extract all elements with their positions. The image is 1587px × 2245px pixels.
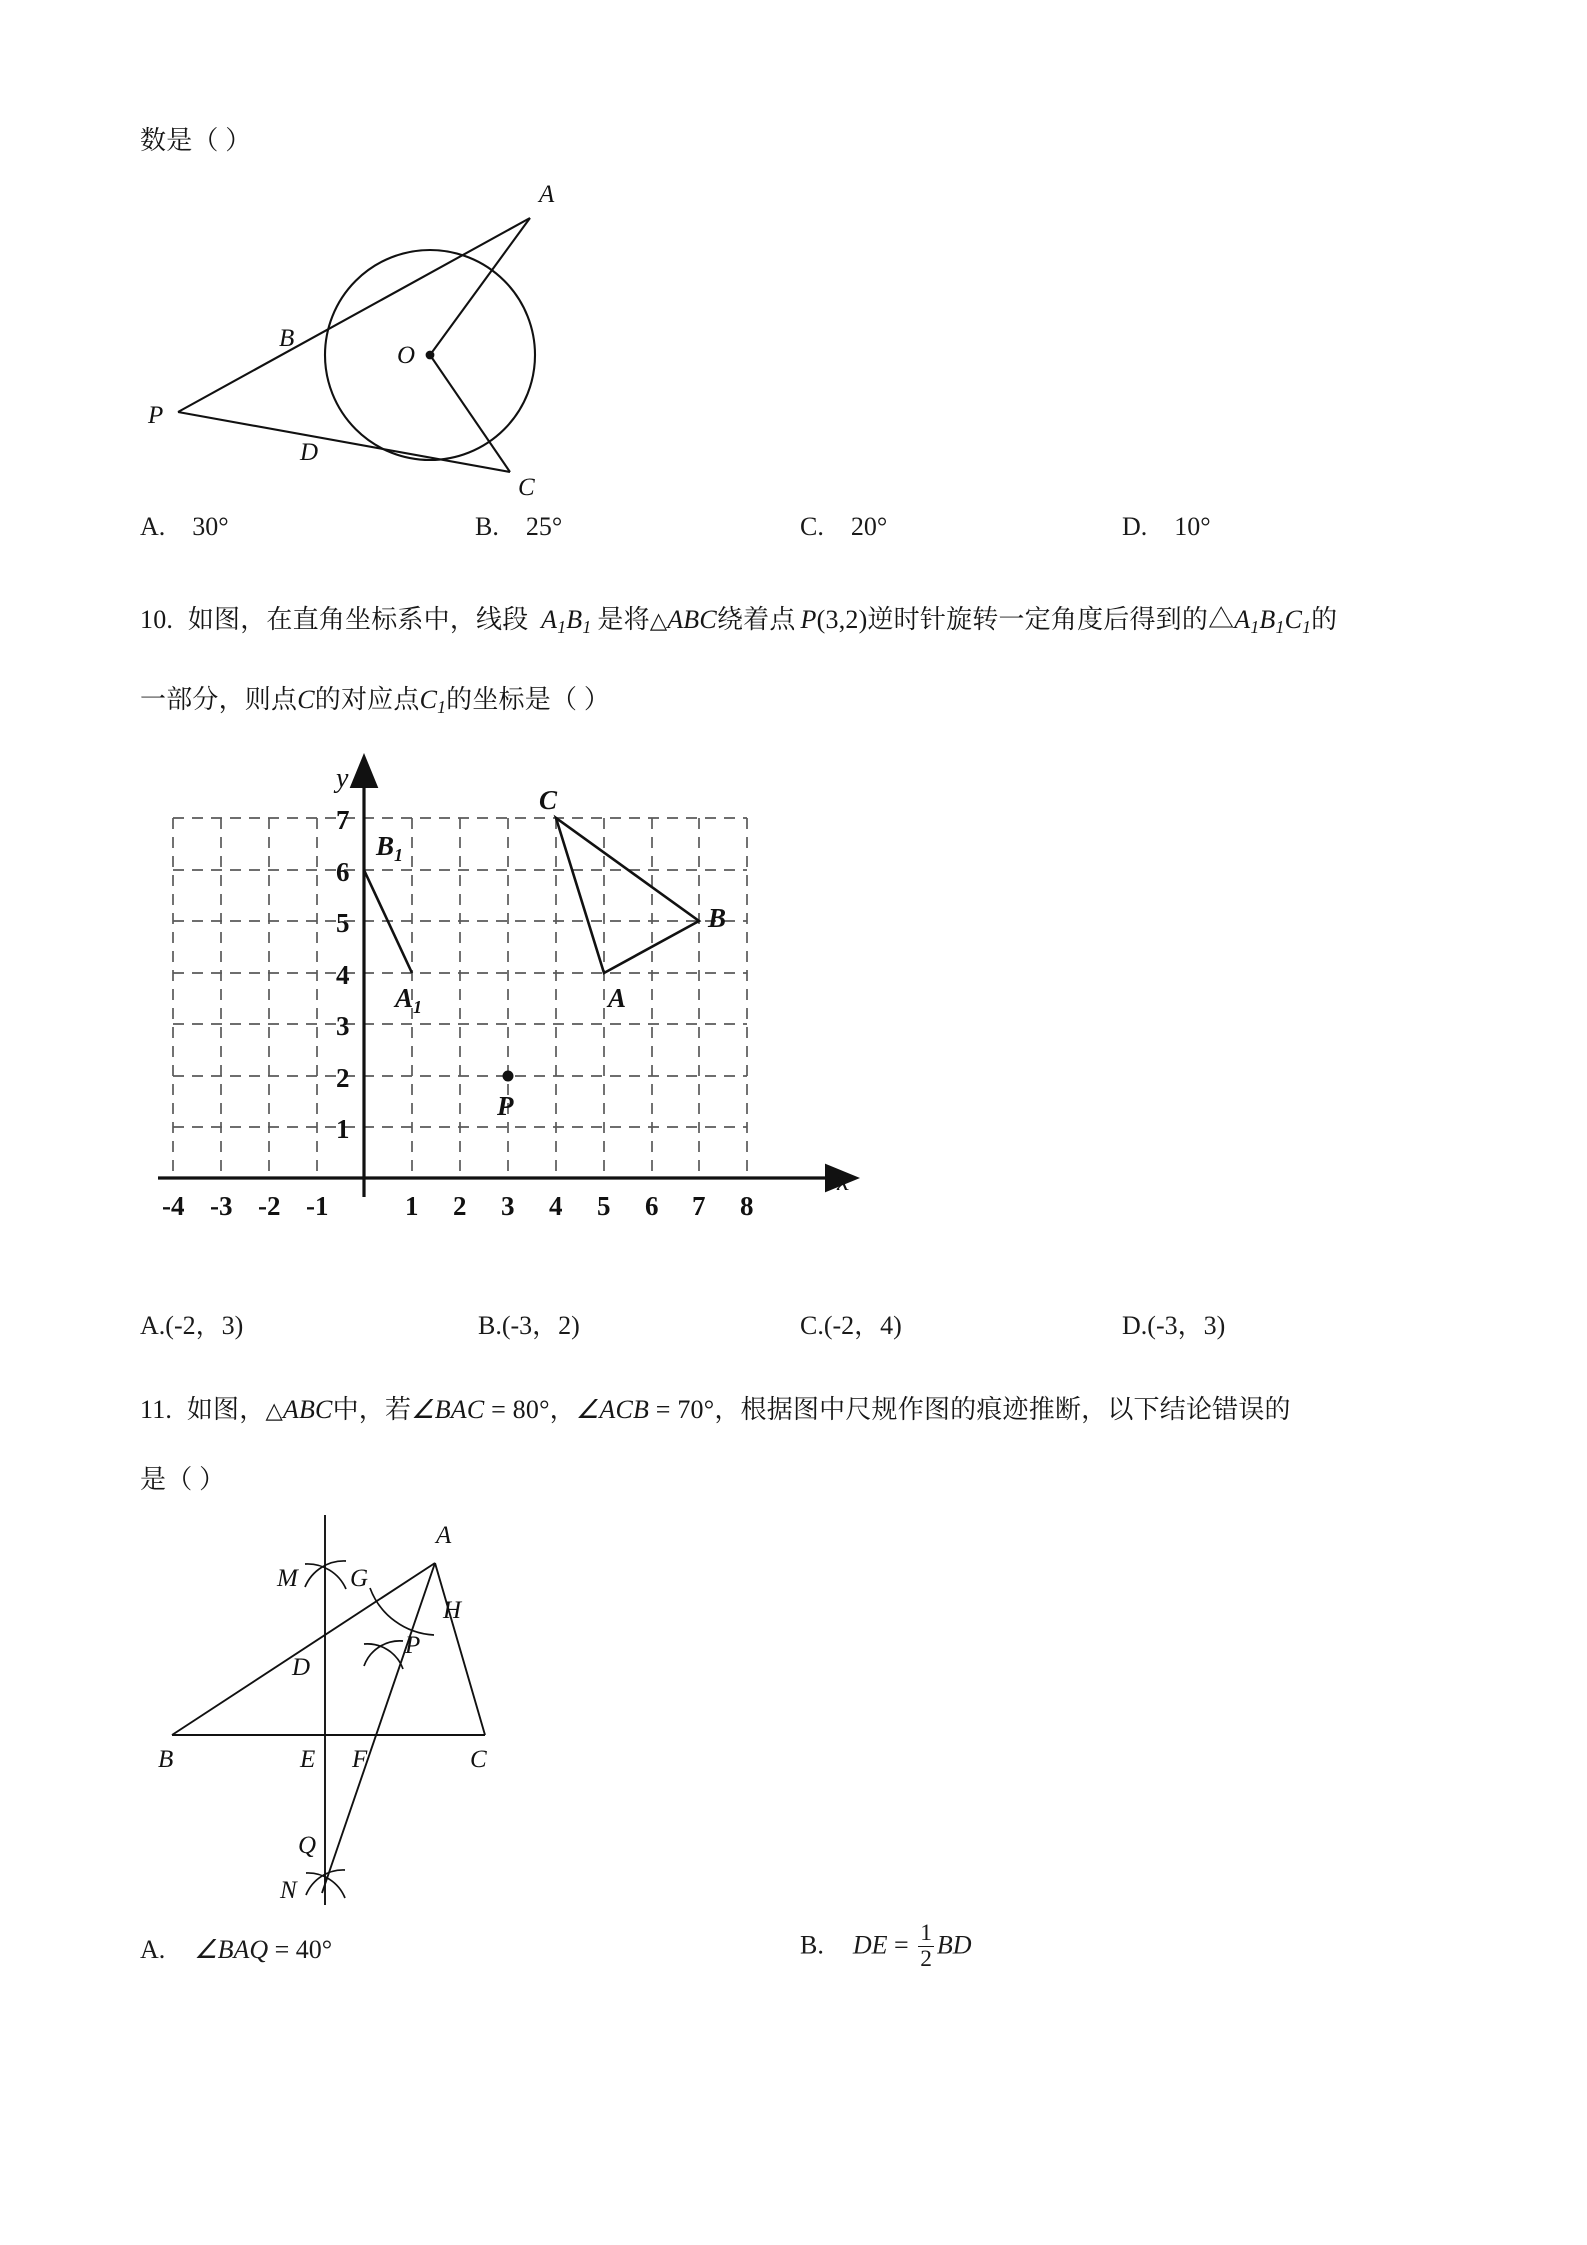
center-dot-O [426,351,435,360]
triangle-ABC [556,818,699,973]
q10-line2-part1: 一部分，则点 [140,685,298,714]
y-tick-4: 4 [336,960,350,990]
q11-option-b-eq: = [887,1930,916,1960]
label-F: F [352,1746,368,1773]
q11-line1-part3: ，根据图中尺规作图的痕迹推断，以下结论错误的 [714,1395,1291,1424]
q9-option-a[interactable] [140,512,229,542]
q11-option-a-value: = 40° [268,1935,333,1964]
q11-angle-bac-val: = 80° [484,1395,550,1424]
q10-stem-line1 [140,595,1520,646]
label-B: B [279,325,295,352]
x-tick-8: 8 [740,1191,754,1221]
q10-line2-part2: 的对应点 [314,685,420,714]
x-tick--2: -2 [258,1191,281,1221]
y-tick-7: 7 [336,805,350,835]
q10-b1-sub: 1 [1275,616,1285,637]
label-A1: $A_1$ [395,983,423,1017]
radius-OA [430,218,530,355]
q11-option-b-rhs: BD [936,1930,972,1960]
q10-point-p-args: (3,2) [816,605,868,634]
label-B1: $B_1$ [376,831,404,865]
q10-line1-part3: 绕着点 [716,605,796,634]
y-tick-1: 1 [336,1114,350,1144]
q11-angle-acb-val: = 70° [649,1395,715,1424]
q9-option-a-value: 30° [192,512,229,541]
label-C: C [470,1746,487,1773]
y-tick-3: 3 [336,1011,350,1041]
y-axis-label: y [336,763,349,794]
q10-seg-a1: A [541,605,558,634]
side-AC [435,1563,485,1735]
q9-option-d[interactable] [1122,512,1211,542]
q10-option-c-key: C. [800,1311,824,1340]
angle-bisector-AQ [322,1563,435,1893]
q10-option-c[interactable] [800,1305,902,1342]
compass-cross-P [364,1641,403,1669]
q11-stem-line1 [140,1385,1520,1436]
label-P: P [497,1091,514,1121]
q10-triangle-sym1: △ [649,608,668,633]
q11-line1-part2: 中，若 [332,1395,412,1424]
q9-option-b-value: 25° [525,512,563,541]
q9-option-a-key: A. [140,512,166,541]
y-tick-2: 2 [336,1063,350,1093]
label-G: G [350,1565,369,1592]
q10-seg-a1-sub: 1 [557,616,567,637]
label-M: M [277,1565,298,1592]
q10-point-c1: C [419,685,438,714]
q11-line1-part1: 如图， [186,1395,266,1424]
q10-point-c: C [297,685,315,714]
q10-number: 10. [140,605,174,634]
q11-option-b-fraction [918,1921,934,1971]
q10-triangle-sym2: △ [1208,605,1235,634]
q10-a1-sub: 1 [1250,616,1260,637]
q9-option-c[interactable] [800,512,887,542]
q11-line2: 是（ ） [140,1465,226,1494]
side-BA [172,1563,435,1735]
label-H: H [443,1597,462,1624]
label-N: N [280,1877,297,1904]
q9-tail-label: 数是（ ） [140,126,252,155]
radius-OC [430,355,510,472]
q10-option-d-key: D. [1122,1311,1148,1340]
q10-point-c1-sub: 1 [437,696,447,717]
x-tick-6: 6 [645,1191,659,1221]
y-tick-6: 6 [336,857,350,887]
grid-lines-vertical [173,818,747,1178]
q9-option-c-key: C. [800,512,824,541]
q10-c1: C [1284,605,1303,634]
y-tick-5: 5 [336,908,350,938]
q11-sep: ， [549,1395,576,1424]
fraction-denominator: 2 [920,1945,932,1972]
label-C: C [518,474,535,501]
x-tick-2: 2 [453,1191,467,1221]
q10-option-c-value: (-2，4) [823,1311,902,1340]
q10-option-b[interactable] [478,1305,580,1342]
q10-seg-b1-sub: 1 [582,616,592,637]
x-tick-4: 4 [549,1191,563,1221]
q11-option-b-lhs: DE [852,1930,888,1960]
label-C: C [539,785,558,815]
label-D: D [300,439,319,466]
q11-option-a-key: A. [140,1935,166,1964]
label-A: A [539,181,555,208]
label-D: D [292,1654,311,1681]
q10-c1-sub: 1 [1302,616,1312,637]
q9-option-c-value: 20° [850,512,888,541]
fraction-numerator: 1 [920,1920,932,1946]
x-axis-label: x [837,1166,850,1197]
label-O: O [397,342,416,369]
q11-angle-acb: ∠ACB [575,1395,650,1424]
label-P: P [405,1632,421,1659]
q10-line1-part1: 如图，在直角坐标系中，线段 [187,605,529,634]
q9-circle-figure [140,150,620,515]
q11-option-a[interactable] [140,1935,332,1965]
label-A: A [608,983,627,1013]
x-tick-3: 3 [501,1191,515,1221]
secant-PA [178,218,530,412]
q10-seg-b1: B [566,605,583,634]
q10-line1-part4: 逆时针旋转一定角度后得到的 [867,605,1209,634]
q10-option-d-value: (-3，3) [1147,1311,1226,1340]
q9-option-d-value: 10° [1174,512,1211,541]
q11-option-b[interactable] [800,1921,972,1971]
q10-a1: A [1234,605,1251,634]
q10-abc: ABC [667,605,717,634]
q10-option-b-value: (-3，2) [501,1311,580,1340]
x-tick--1: -1 [306,1191,329,1221]
q10-stem-line2 [140,675,1520,726]
q10-option-b-key: B. [478,1311,502,1340]
x-tick-1: 1 [405,1191,419,1221]
label-B: B [158,1746,174,1773]
q11-angle-bac: ∠BAC [411,1395,485,1424]
q10-point-p: P [800,605,817,634]
q10-b1: B [1259,605,1276,634]
point-P-dot [503,1071,514,1082]
q10-option-a-key: A. [140,1311,166,1340]
q10-option-a-value: (-2，3) [165,1311,244,1340]
x-tick-7: 7 [692,1191,706,1221]
q10-coordinate-figure [140,745,870,1230]
q9-option-b[interactable] [475,512,562,542]
secant-PC [178,412,510,472]
q10-option-d[interactable] [1122,1305,1225,1342]
q10-line1-part2: 是将 [597,605,650,634]
label-P: P [148,402,164,429]
label-A: A [436,1522,452,1549]
q11-number: 11. [140,1395,173,1424]
q11-option-a-angle: ∠BAQ [194,1935,269,1964]
label-E: E [300,1746,316,1773]
q9-option-d-key: D. [1122,512,1148,541]
x-tick-5: 5 [597,1191,611,1221]
x-tick--4: -4 [162,1191,185,1221]
q11-triangle-sym: △ [265,1398,283,1423]
q11-construction-figure [140,1495,560,1930]
q10-option-a[interactable] [140,1305,243,1342]
q10-line2-part3: 的坐标是（ ） [446,685,611,714]
q10-line1-part5: 的 [1311,605,1338,634]
label-B: B [708,903,727,933]
q11-option-b-key: B. [800,1930,824,1960]
x-tick--3: -3 [210,1191,233,1221]
label-Q: Q [298,1832,317,1859]
q11-abc: ABC [282,1395,333,1424]
q9-option-b-key: B. [475,512,499,541]
